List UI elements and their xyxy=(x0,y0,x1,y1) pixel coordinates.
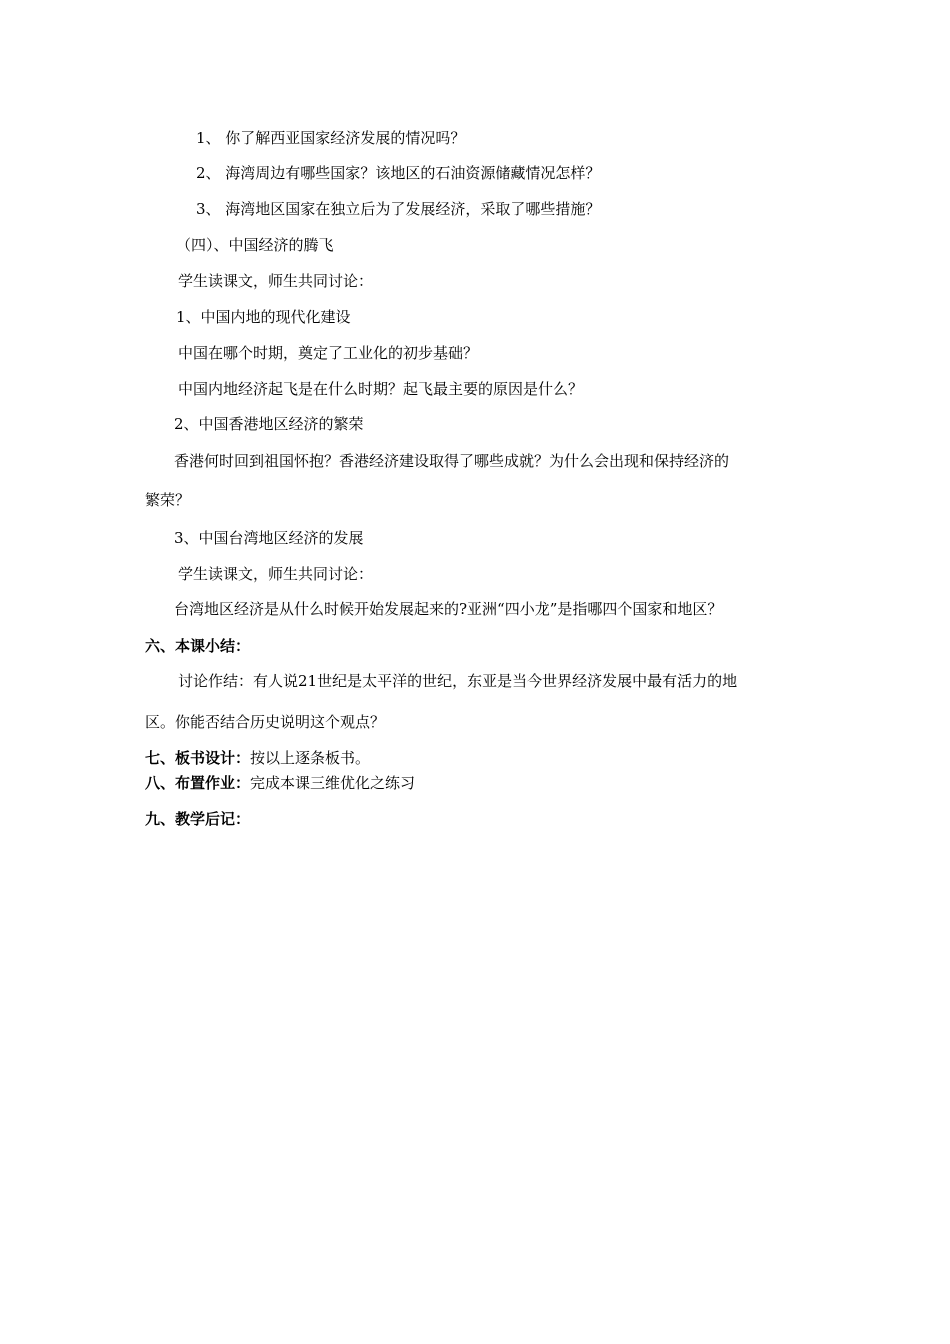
summary-text-line2: 区。你能否结合历史说明这个观点？ xyxy=(145,713,386,731)
taiwan-title: 3、中国台湾地区经济的发展 xyxy=(174,529,364,547)
hongkong-title: 2、中国香港地区经济的繁荣 xyxy=(174,415,364,433)
question-3: 3、 海湾地区国家在独立后为了发展经济，采取了哪些措施？ xyxy=(196,200,601,218)
board-design-heading: 七、板书设计： xyxy=(145,749,251,767)
hongkong-question-line2: 繁荣？ xyxy=(145,491,191,509)
mainland-title: 1、中国内地的现代化建设 xyxy=(176,308,351,326)
board-design-text: 按以上逐条板书。 xyxy=(250,749,371,767)
question-2: 2、 海湾周边有哪些国家？该地区的石油资源储藏情况怎样？ xyxy=(196,164,601,182)
china-heading: （四）、中国经济的腾飞 xyxy=(176,236,334,254)
question-1: 1、 你了解西亚国家经济发展的情况吗？ xyxy=(196,129,466,147)
mainland-question-1: 中国在哪个时期，奠定了工业化的初步基础？ xyxy=(178,344,479,362)
hongkong-question-line1: 香港何时回到祖国怀抱？香港经济建设取得了哪些成就？为什么会出现和保持经济的 xyxy=(174,452,730,470)
homework-row xyxy=(145,773,415,793)
taiwan-intro: 学生读课文，师生共同讨论： xyxy=(178,565,374,583)
summary-text-line1: 讨论作结：有人说21世纪是太平洋的世纪，东亚是当今世界经济发展中最有活力的地 xyxy=(178,672,738,690)
board-design-row xyxy=(145,748,370,768)
teaching-notes-heading: 九、教学后记： xyxy=(145,810,251,828)
homework-heading: 八、布置作业： xyxy=(145,774,251,792)
homework-text: 完成本课三维优化之练习 xyxy=(250,774,416,792)
mainland-question-2: 中国内地经济起飞是在什么时期？起飞最主要的原因是什么？ xyxy=(178,380,584,398)
taiwan-question: 台湾地区经济是从什么时候开始发展起来的?亚洲“四小龙”是指哪四个国家和地区？ xyxy=(174,600,723,618)
summary-heading: 六、本课小结： xyxy=(145,637,251,655)
china-intro: 学生读课文，师生共同讨论： xyxy=(178,272,374,290)
